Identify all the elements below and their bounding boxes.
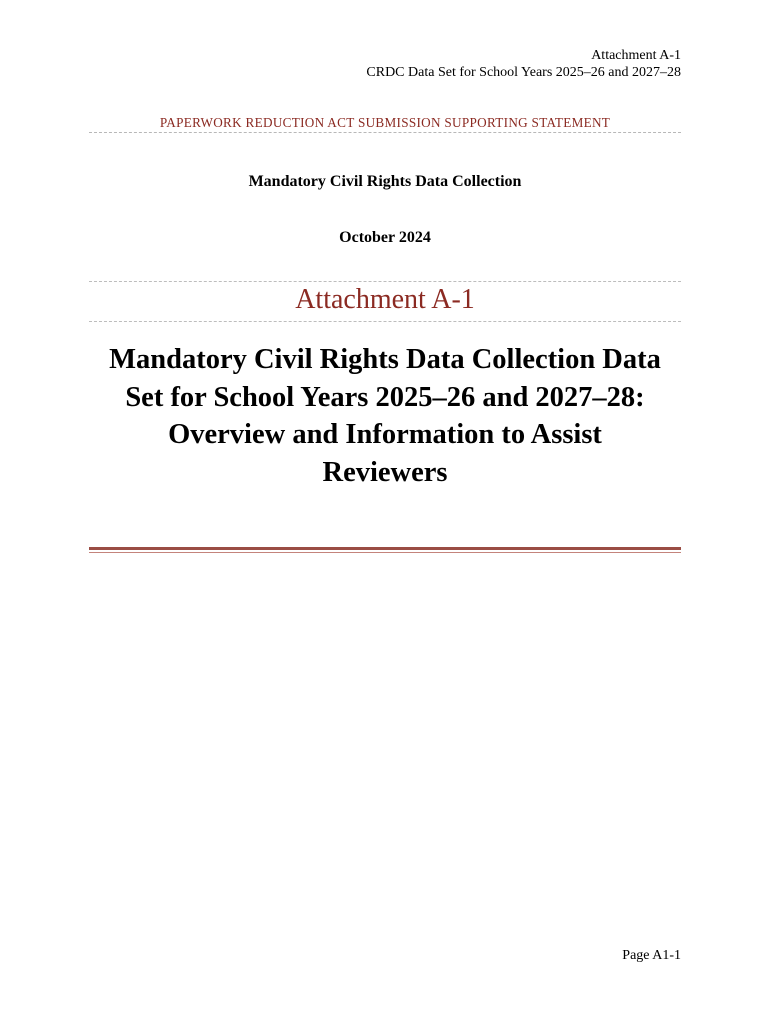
divider-top [89, 281, 681, 282]
attachment-heading: Attachment A-1 [295, 284, 475, 315]
report-date: October 2024 [339, 229, 431, 246]
pra-banner: PAPERWORK REDUCTION ACT SUBMISSION SUPPORTING STATEMENT [89, 115, 681, 133]
main-title-line-2: Set for School Years 2025–26 and 2027–28: [125, 381, 645, 413]
running-header-dataset: CRDC Data Set for School Years 2025–26 and 2027–28 [366, 65, 681, 80]
main-title-line-4: Reviewers [322, 456, 448, 488]
main-title [89, 341, 681, 491]
double-rule-thick [89, 547, 681, 550]
collection-title: Mandatory Civil Rights Data Collection [248, 173, 522, 190]
main-title-line-3: Overview and Information to Assist [168, 419, 602, 450]
main-title-line-1: Mandatory Civil Rights Data Collection Data [109, 344, 661, 375]
running-header-attachment: Attachment A-1 [591, 48, 681, 63]
double-rule-thin [89, 552, 681, 553]
page-number: Page A1-1 [622, 948, 681, 963]
title-double-rule [89, 547, 681, 553]
divider-bottom [89, 321, 681, 322]
running-header [366, 47, 681, 81]
